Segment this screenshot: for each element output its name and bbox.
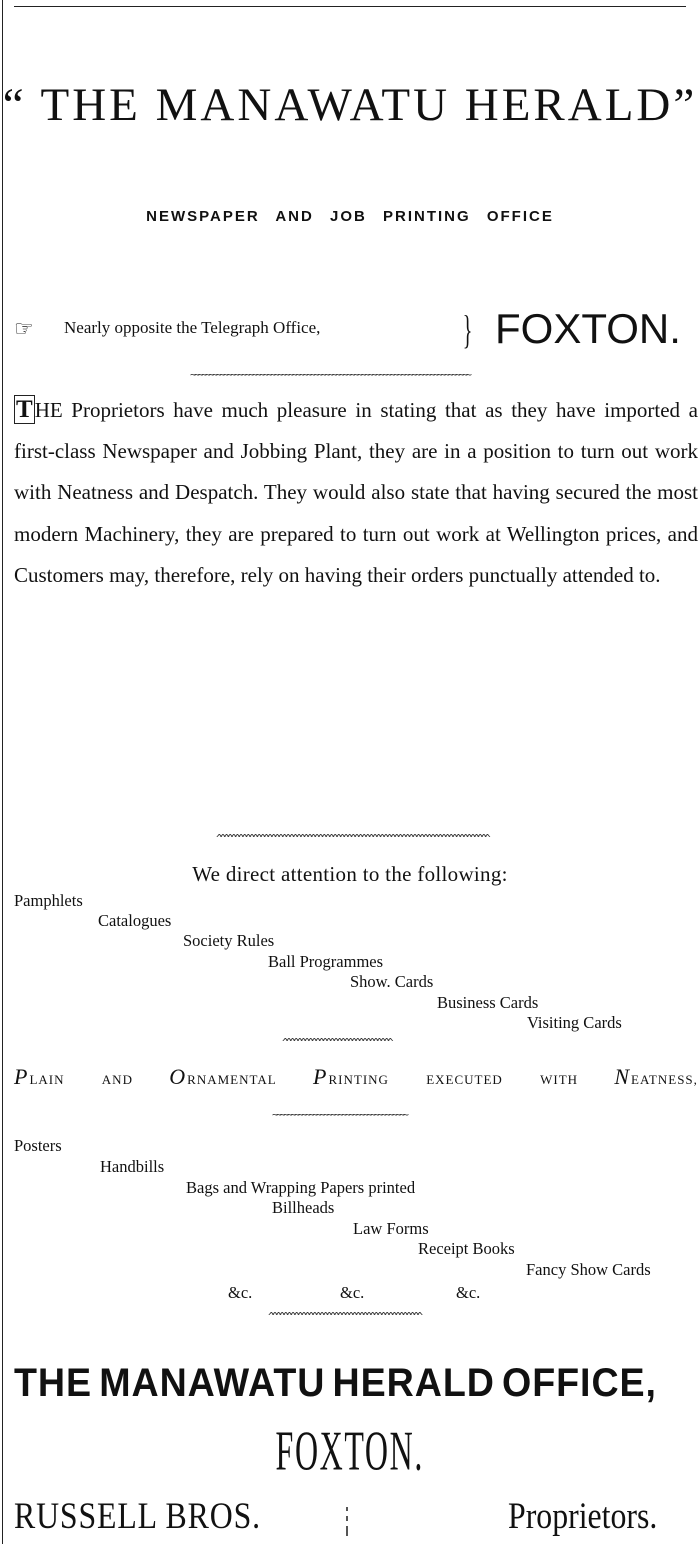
office-town: FOXTON. — [275, 1419, 425, 1482]
etc-mark: &c. — [340, 1283, 365, 1302]
list-item: Posters — [14, 1136, 62, 1155]
list-item: Bags and Wrapping Papers printed — [186, 1178, 416, 1197]
ornate-word: AND — [101, 1072, 133, 1087]
divider-ornament: ^^^^^^^^^^^^^^^^^^^^^^^^^^^^^^^^^^^^^^^^^^^^^^^^^^^^^^^^^^^^^^^^^^^^^^^^^^^ — [216, 832, 488, 845]
list-item: Fancy Show Cards — [526, 1260, 651, 1279]
announcement-paragraph — [14, 390, 698, 596]
office-heading — [14, 1361, 657, 1406]
list-item: Society Rules — [183, 931, 275, 950]
office-word: MANAWATU — [99, 1361, 326, 1405]
divider-ornament: ~~~~~~~~~~~~~~~~~~~~~~~~~~~~~~~~~~~~~~~~~~~~~~~~~~~~~~~~~~~~~~~~~~~~~~~~~~~~~ — [190, 368, 469, 381]
column-rule-mark — [344, 1507, 350, 1537]
pointing-hand-icon: ☞ — [14, 317, 34, 342]
list-item: Business Cards — [437, 993, 539, 1012]
list-item: Ball Programmes — [268, 952, 384, 971]
drop-cap: T — [16, 396, 33, 423]
list-item: Catalogues — [98, 911, 172, 930]
ornamental-printing-line — [14, 1064, 698, 1090]
list-item: Show. Cards — [350, 972, 434, 991]
ornate-word: ORNAMENTAL — [169, 1064, 277, 1089]
masthead-title: “ THE MANAWATU HERALD” — [2, 79, 698, 131]
list-item: Receipt Books — [418, 1239, 515, 1258]
office-word: HERALD — [332, 1361, 495, 1405]
ornate-word: EXECUTED — [426, 1072, 503, 1087]
office-word: OFFICE, — [502, 1361, 657, 1405]
etc-mark: &c. — [228, 1283, 253, 1302]
etc-mark: &c. — [456, 1283, 481, 1302]
list-item: Law Forms — [353, 1219, 429, 1238]
proprietor-name: RUSSELL BROS. — [14, 1496, 261, 1537]
divider-ornament: ~~~~~~~~~~~~~~~~~~~~~~~~~~~~~~~~~~~~~ — [272, 1108, 407, 1121]
announcement-text: HE Proprietors have much pleasure in stating that as they have imported a first-class Newspaper and Jobbing Plant, they are in a position to turn out work with Neatness and Despatch. They would also state that having secured the most modern Machinery, they are prepared to turn out work at Wellington prices, and Customers may, therefore, rely on having their orders punctually attended to. — [14, 398, 698, 587]
divider-ornament: ^^^^^^^^^^^^^^^^^^^^^^^^^^^^^^ — [282, 1036, 391, 1049]
list-item: Handbills — [100, 1157, 165, 1176]
attention-heading: We direct attention to the following: — [192, 862, 508, 886]
divider-ornament: ^^^^^^^^^^^^^^^^^^^^^^^^^^^^^^^^^^^^^^^^^^ — [268, 1310, 421, 1323]
office-word: THE — [14, 1361, 93, 1405]
ornate-word: PLAIN — [14, 1064, 65, 1089]
subheading: NEWSPAPER AND JOB PRINTING OFFICE — [146, 208, 554, 225]
proprietor-title: Proprietors. — [508, 1496, 658, 1537]
ornate-word: PRINTING — [313, 1064, 389, 1089]
ornate-word: WITH — [540, 1072, 579, 1087]
list-item: Visiting Cards — [527, 1013, 622, 1032]
ornate-word: NEATNESS, — [614, 1064, 698, 1089]
list-item: Billheads — [272, 1198, 335, 1217]
list-item: Pamphlets — [14, 891, 83, 910]
location-town: FOXTON. — [495, 305, 681, 352]
location-note: Nearly opposite the Telegraph Office, — [64, 318, 321, 337]
brace-icon: } — [462, 307, 473, 352]
top-border-rule — [14, 6, 686, 7]
left-border-rule — [2, 0, 3, 1544]
